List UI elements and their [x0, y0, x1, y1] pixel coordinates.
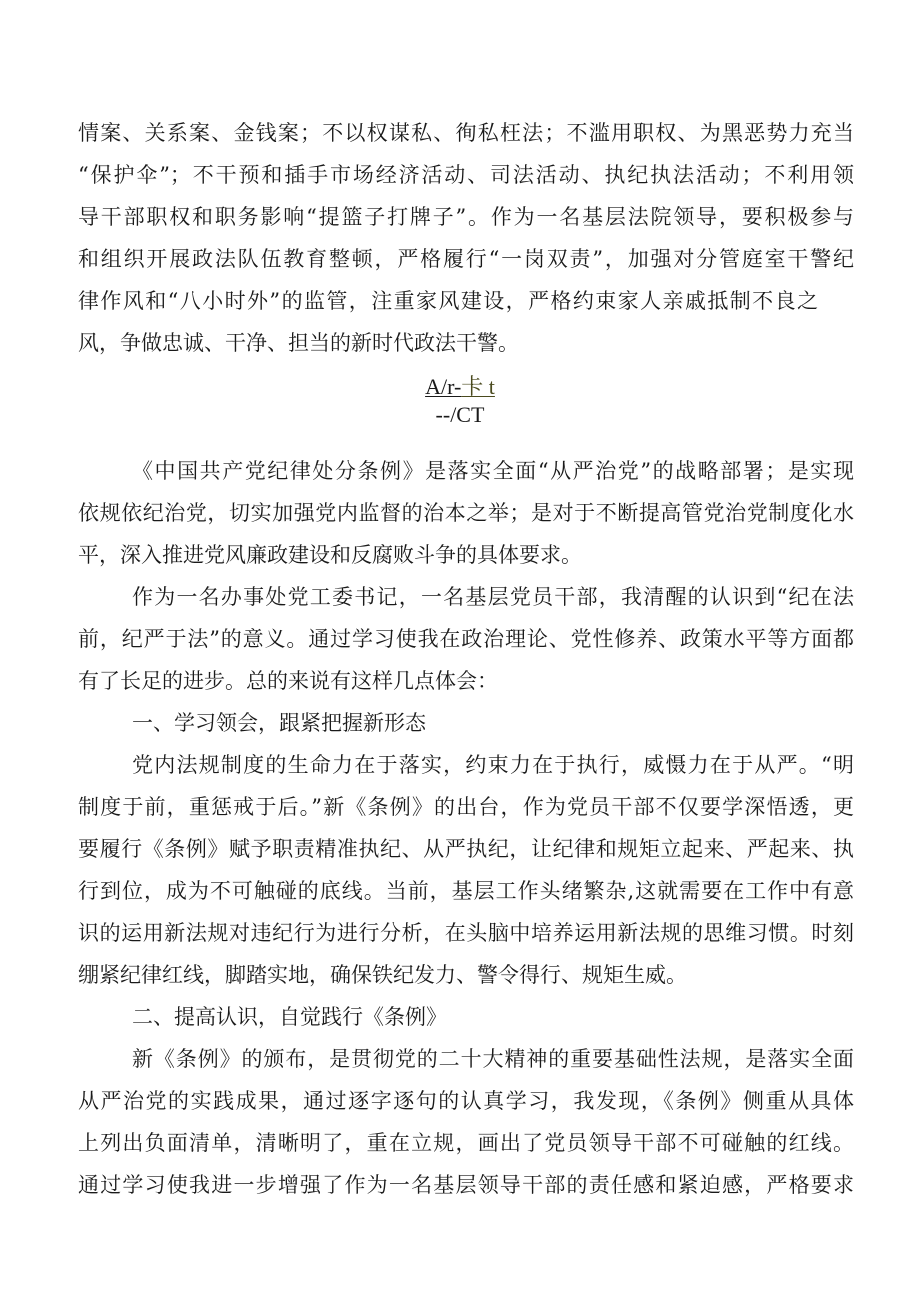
- text-line: 有了长足的进步。总的来说有这样几点体会：: [78, 669, 498, 693]
- text-line: 从严治党的实践成果，通过逐字逐句的认真学习，我发现，《条例》侧重从具体: [78, 1089, 854, 1113]
- text-line: 《中国共产党纪律处分条例》是落实全面“从严治党”的战略部署；是实现: [132, 459, 854, 483]
- text-line: 行到位，成为不可触碰的底线。当前，基层工作头绪繁杂,这就需要在工作中有意: [78, 879, 854, 903]
- text-line: 作为一名办事处党工委书记，一名基层党员干部，我清醒的认识到“纪在法: [132, 585, 854, 609]
- text-line: 依规依纪治党，切实加强党内监督的治本之举；是对于不断提高管党治党制度化水: [78, 501, 854, 525]
- text-line: 平，深入推进党风廉政建设和反腐败斗争的具体要求。: [78, 543, 582, 567]
- text-line: 风，争做忠诚、干净、担当的新时代政法干警。: [78, 331, 519, 355]
- text-line: “保护伞”；不干预和插手市场经济活动、司法活动、执纪执法活动；不利用领: [78, 163, 854, 187]
- text-line: 和组织开展政法队伍教育整顿，严格履行“一岗双责”，加强对分管庭室干警纪: [78, 247, 854, 271]
- text-line: 导干部职权和职务影响“提篮子打牌子”。作为一名基层法院领导，要积极参与: [78, 205, 854, 229]
- section-heading-1: 一、学习领会，跟紧把握新形态: [132, 711, 426, 735]
- text-line: 新《条例》的颁布，是贯彻党的二十大精神的重要基础性法规，是落实全面: [132, 1047, 854, 1071]
- text-line: 制度于前，重惩戒于后。”新《条例》的出台，作为党员干部不仅要学深悟透，更: [78, 795, 854, 819]
- text-line: 识的运用新法规对违纪行为进行分析，在头脑中培养运用新法规的思维习惯。时刻: [78, 921, 854, 945]
- section-heading-2: 二、提高认识，自觉践行《条例》: [132, 1005, 447, 1029]
- text-line: 通过学习使我进一步增强了作为一名基层领导干部的责任感和紧迫感，严格要求: [78, 1173, 854, 1197]
- section-mark-line2: --/CT: [435, 402, 485, 427]
- text-line: 前，纪严于法”的意义。通过学习使我在政治理论、党性修养、政策水平等方面都: [78, 627, 854, 651]
- section-mark-part-a: A/r-: [425, 374, 462, 399]
- text-line: 党内法规制度的生命力在于落实，约束力在于执行，威慑力在于从严。“明: [132, 753, 854, 777]
- text-line: 律作风和“八小时外”的监管，注重家风建设，严格约束家人亲戚抵制不良之: [78, 289, 818, 313]
- text-line: 情案、关系案、金钱案；不以权谋私、徇私枉法；不滥用职权、为黑恶势力充当: [78, 121, 854, 145]
- text-line: 要履行《条例》赋予职责精准执纪、从严执纪，让纪律和规矩立起来、严起来、执: [78, 837, 854, 861]
- text-line: 绷紧纪律红线，脚踏实地，确保铁纪发力、警令得行、规矩生威。: [78, 963, 687, 987]
- section-mark-part-b: 卡 t: [461, 374, 495, 399]
- text-line: 上列出负面清单，清晰明了，重在立规，画出了党员领导干部不可碰触的红线。: [78, 1131, 854, 1155]
- section-mark: [0, 374, 920, 400]
